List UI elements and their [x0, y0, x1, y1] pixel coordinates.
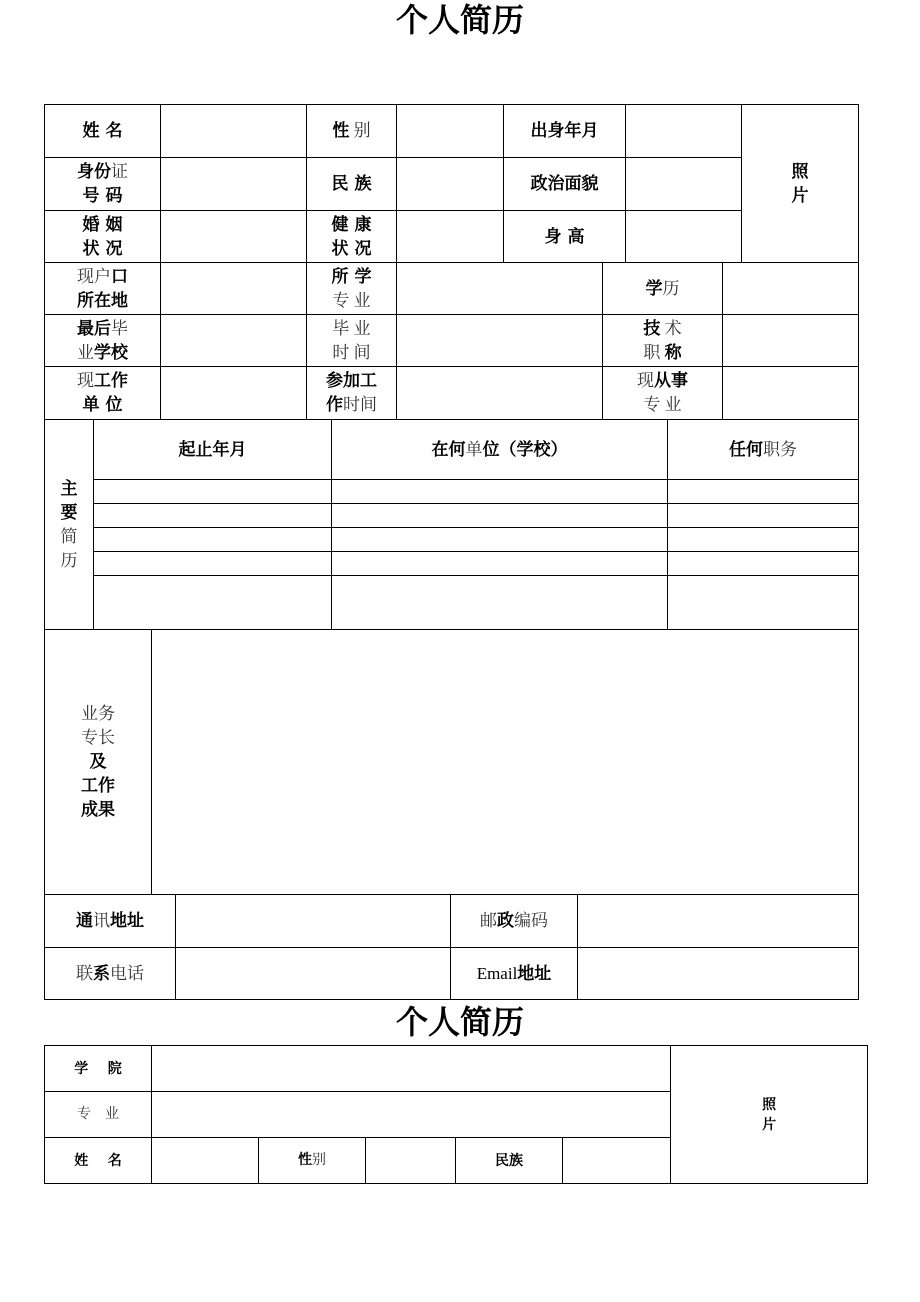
tech-title-field[interactable]	[723, 315, 859, 367]
position-cell[interactable]	[668, 576, 859, 630]
zipcode-label: 邮政编码	[451, 895, 578, 948]
expertise-table	[44, 629, 859, 895]
graduation-time-label: 毕 业 时 间	[307, 315, 397, 367]
page-title-2: 个人简历	[395, 1003, 524, 1041]
unit-cell[interactable]	[332, 480, 668, 504]
ethnic-field[interactable]	[397, 158, 504, 211]
major-label: 所 学 专 业	[307, 263, 397, 315]
gender-label-2: 性别	[259, 1138, 366, 1184]
health-field[interactable]	[397, 211, 504, 263]
birth-label: 出身年月	[504, 105, 626, 158]
height-field[interactable]	[626, 211, 742, 263]
zipcode-field[interactable]	[578, 895, 859, 948]
gender-label: 性 别	[307, 105, 397, 158]
ethnic-label-2: 民族	[456, 1138, 563, 1184]
height-label: 身 高	[504, 211, 626, 263]
current-major-field[interactable]	[723, 367, 859, 420]
work-unit-label: 现工作 单 位	[45, 367, 161, 420]
second-form-table	[44, 1045, 868, 1184]
college-label: 学 院	[45, 1046, 152, 1092]
period-cell[interactable]	[94, 504, 332, 528]
join-work-time-field[interactable]	[397, 367, 603, 420]
ethnic-label: 民 族	[307, 158, 397, 211]
position-cell[interactable]	[668, 528, 859, 552]
col-period-header: 起止年月	[94, 420, 332, 480]
marital-label: 婚 姻 状 况	[45, 211, 161, 263]
expertise-label: 业务 专长 及 工作 成果	[45, 630, 152, 895]
position-cell[interactable]	[668, 504, 859, 528]
unit-cell[interactable]	[332, 576, 668, 630]
id-number-field[interactable]	[161, 158, 307, 211]
last-school-field[interactable]	[161, 315, 307, 367]
name-field-2[interactable]	[152, 1138, 259, 1184]
birth-field[interactable]	[626, 105, 742, 158]
contact-table	[44, 894, 859, 1000]
health-label: 健 康 状 况	[307, 211, 397, 263]
unit-cell[interactable]	[332, 528, 668, 552]
major-field[interactable]	[397, 263, 603, 315]
hukou-field[interactable]	[161, 263, 307, 315]
page-title: 个人简历	[395, 1, 524, 39]
current-major-label: 现从事 专 业	[603, 367, 723, 420]
name-label: 姓 名	[45, 105, 161, 158]
name-field[interactable]	[161, 105, 307, 158]
email-label: Email地址	[451, 948, 578, 1000]
last-school-label: 最后毕 业学校	[45, 315, 161, 367]
marital-field[interactable]	[161, 211, 307, 263]
work-unit-field[interactable]	[161, 367, 307, 420]
position-cell[interactable]	[668, 480, 859, 504]
address-field[interactable]	[176, 895, 451, 948]
education-field[interactable]	[723, 263, 859, 315]
period-cell[interactable]	[94, 528, 332, 552]
major-label-2: 专 业	[45, 1092, 152, 1138]
id-number-label: 身份证 号 码	[45, 158, 161, 211]
education-label: 学历	[603, 263, 723, 315]
resume-side-label: 主 要 简 历	[45, 420, 94, 630]
position-cell[interactable]	[668, 552, 859, 576]
hukou-label: 现户口 所在地	[45, 263, 161, 315]
major-field-2[interactable]	[152, 1092, 671, 1138]
unit-cell[interactable]	[332, 504, 668, 528]
phone-label: 联系电话	[45, 948, 176, 1000]
political-field[interactable]	[626, 158, 742, 211]
resume-table	[44, 419, 859, 630]
email-field[interactable]	[578, 948, 859, 1000]
period-cell[interactable]	[94, 576, 332, 630]
col-position-header: 任何职务	[668, 420, 859, 480]
table-row	[45, 576, 859, 630]
table-row	[45, 528, 859, 552]
tech-title-label: 技 术 职 称	[603, 315, 723, 367]
basic-info-table	[44, 104, 859, 420]
table-row	[45, 480, 859, 504]
name-label-2: 姓 名	[45, 1138, 152, 1184]
photo-box[interactable]: 照 片	[742, 105, 859, 263]
period-cell[interactable]	[94, 552, 332, 576]
ethnic-field-2[interactable]	[563, 1138, 671, 1184]
college-field[interactable]	[152, 1046, 671, 1092]
political-label: 政治面貌	[504, 158, 626, 211]
gender-field[interactable]	[397, 105, 504, 158]
table-row	[45, 504, 859, 528]
expertise-field[interactable]	[152, 630, 859, 895]
gender-field-2[interactable]	[366, 1138, 456, 1184]
period-cell[interactable]	[94, 480, 332, 504]
join-work-time-label: 参加工 作时间	[307, 367, 397, 420]
col-unit-header: 在何单位（学校）	[332, 420, 668, 480]
address-label: 通讯地址	[45, 895, 176, 948]
graduation-time-field[interactable]	[397, 315, 603, 367]
unit-cell[interactable]	[332, 552, 668, 576]
table-row	[45, 552, 859, 576]
photo-box-2[interactable]: 照 片	[671, 1046, 868, 1184]
phone-field[interactable]	[176, 948, 451, 1000]
